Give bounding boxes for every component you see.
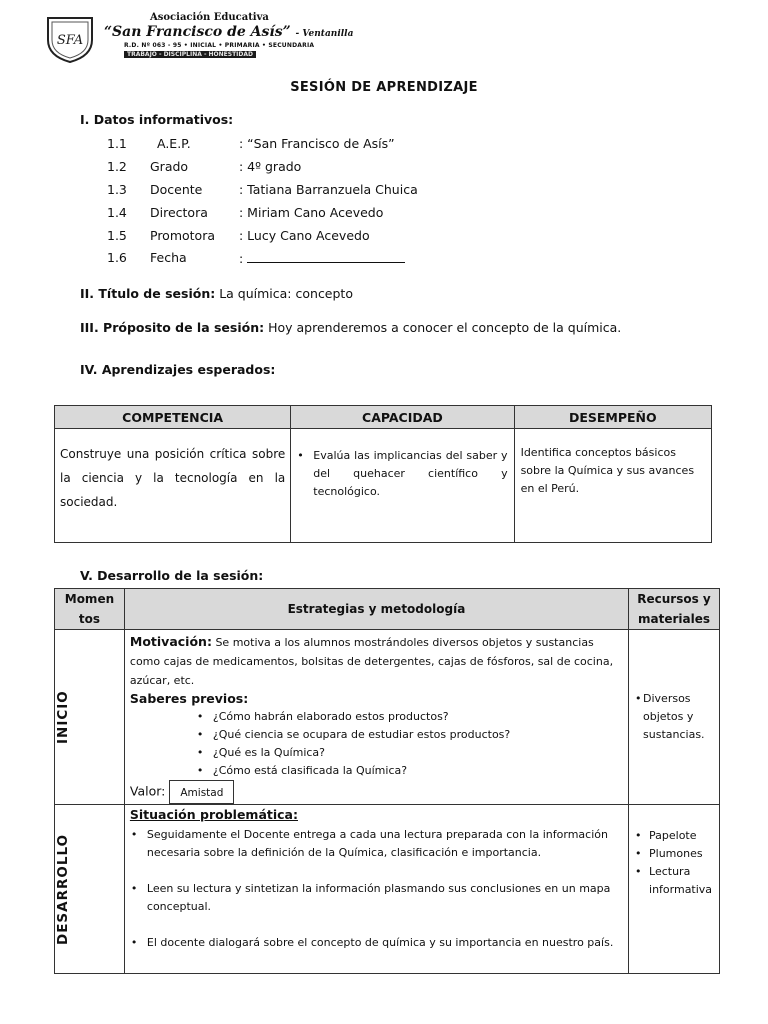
motivacion: [125, 630, 628, 690]
date-blank-line: [247, 250, 405, 263]
info-num: 1.2: [107, 159, 127, 174]
resource-item: • Plumones: [629, 845, 717, 863]
school-name: [104, 24, 353, 40]
info-value: : 4º grado: [239, 159, 302, 174]
info-num: 1.1: [107, 136, 127, 151]
question-item: • ¿Qué es la Química?: [191, 744, 628, 762]
inicio-resources-cell: [629, 630, 720, 805]
info-label: A.E.P.: [157, 136, 191, 151]
capacidad-cell: [291, 429, 514, 543]
col-recursos: Recursos y materiales: [629, 589, 720, 630]
section3-value: Hoy aprenderemos a conocer el concepto de la química.: [268, 320, 622, 335]
situacion-label: Situación problemática:: [129, 807, 298, 822]
school-location: - Ventanilla: [295, 29, 354, 39]
page-title: SESIÓN DE APRENDIZAJE: [290, 80, 478, 95]
resource-item: • Lectura informativa: [629, 863, 717, 899]
desempeno-text: Identifica conceptos básicos sobre la Química y sus avances en el Perú.: [520, 446, 695, 495]
resource-item: • Diversos objetos y sustancias.: [629, 690, 719, 744]
info-value: : Lucy Cano Acevedo: [239, 228, 370, 243]
svg-text:SFA: SFA: [56, 33, 84, 48]
info-value: : “San Francisco de Asís”: [239, 136, 395, 151]
info-num: 1.6: [107, 250, 127, 265]
desarrollo-item: • El docente dialogará sobre el concepto de química y su importancia en nuestro país.: [125, 934, 623, 952]
info-value-blank: [239, 250, 405, 266]
info-label: Promotora: [150, 228, 216, 243]
info-label: Fecha: [150, 250, 187, 265]
capacidad-item: • Evalúa las implicancias del saber y del quehacer científico y tecnológico.: [291, 447, 507, 501]
section1-heading: I. Datos informativos:: [80, 112, 234, 127]
resource-item: • Papelote: [629, 827, 717, 845]
valor-label: Valor:: [129, 783, 166, 799]
section3-heading: III. Próposito de la sesión:: [80, 320, 265, 335]
valor-row: [125, 780, 628, 804]
col-estrategias: Estrategias y metodología: [124, 589, 628, 630]
question-item: • ¿Cómo está clasificada la Química?: [191, 762, 628, 780]
section2-heading: II. Título de sesión:: [80, 286, 216, 301]
info-num: 1.3: [107, 182, 127, 197]
info-label: Grado: [150, 159, 189, 174]
col-capacidad: CAPACIDAD: [291, 406, 514, 429]
section2: [80, 286, 353, 301]
info-value: : Miriam Cano Acevedo: [239, 205, 384, 220]
col-competencia: COMPETENCIA: [55, 406, 291, 429]
school-logo-icon: [44, 14, 96, 64]
desarrollo-resources-cell: [629, 805, 720, 974]
desarrollo-moment-cell: [55, 805, 125, 974]
learning-table: [54, 405, 712, 543]
school-name-text: “San Francisco de Asís”: [104, 24, 291, 40]
saberes-questions: [125, 708, 628, 780]
org-name: Asociación Educativa: [150, 12, 269, 23]
inicio-moment-cell: [55, 630, 125, 805]
question-item: • ¿Qué ciencia se ocupara de estudiar estos productos?: [191, 726, 628, 744]
col-momentos: Momen tos: [55, 589, 125, 630]
col-desempeno: DESEMPEÑO: [514, 406, 711, 429]
info-num: 1.5: [107, 228, 127, 243]
desarrollo-strategy-cell: [124, 805, 628, 974]
rd-line: R.D. Nº 063 - 95 • INICIAL • PRIMARIA • SECUNDARIA: [124, 42, 315, 49]
section5-heading: V. Desarrollo de la sesión:: [80, 568, 264, 583]
info-label: Directora: [150, 205, 208, 220]
question-item: • ¿Cómo habrán elaborado estos productos?: [191, 708, 628, 726]
capacidad-list: [291, 429, 513, 501]
inicio-resources-list: [629, 690, 719, 744]
info-label: Docente: [150, 182, 203, 197]
info-value: : Tatiana Barranzuela Chuica: [239, 182, 418, 197]
competencia-text: Construye una posición crítica sobre la ciencia y la tecnología en la sociedad.: [60, 447, 286, 509]
desarrollo-resources-list: [629, 805, 719, 899]
desempeno-cell: [514, 429, 711, 543]
motto: TRABAJO - DISCIPLINA - HONESTIDAD: [124, 51, 256, 58]
info-value: :: [239, 251, 244, 266]
valor-box: Amistad: [169, 780, 234, 804]
session-table: [54, 588, 720, 974]
section4-heading: IV. Aprendizajes esperados:: [80, 362, 276, 377]
motivacion-label: Motivación:: [129, 634, 212, 649]
info-num: 1.4: [107, 205, 127, 220]
saberes-label: Saberes previos:: [129, 691, 249, 706]
competencia-cell: [55, 429, 291, 543]
section3: [80, 320, 621, 335]
desarrollo-item: • Leen su lectura y sintetizan la información plasmando sus conclusiones en un mapa conceptual.: [125, 880, 623, 916]
inicio-label: INICIO: [55, 690, 71, 744]
motivacion-text: Se motiva a los alumnos mostrándoles diversos objetos y sustancias como cajas de medicamentos, bolsitas de detergentes, cajas de fósforos, sal de cocina, azúcar, etc.: [129, 636, 614, 687]
desarrollo-item: • Seguidamente el Docente entrega a cada una lectura preparada con la información necesaria sobre la definición de la Química, clasificación e importancia.: [125, 826, 623, 862]
desarrollo-list: [125, 822, 628, 952]
inicio-strategy-cell: [124, 630, 628, 805]
desarrollo-label: DESARROLLO: [55, 833, 71, 945]
section2-value: La química: concepto: [219, 286, 353, 301]
